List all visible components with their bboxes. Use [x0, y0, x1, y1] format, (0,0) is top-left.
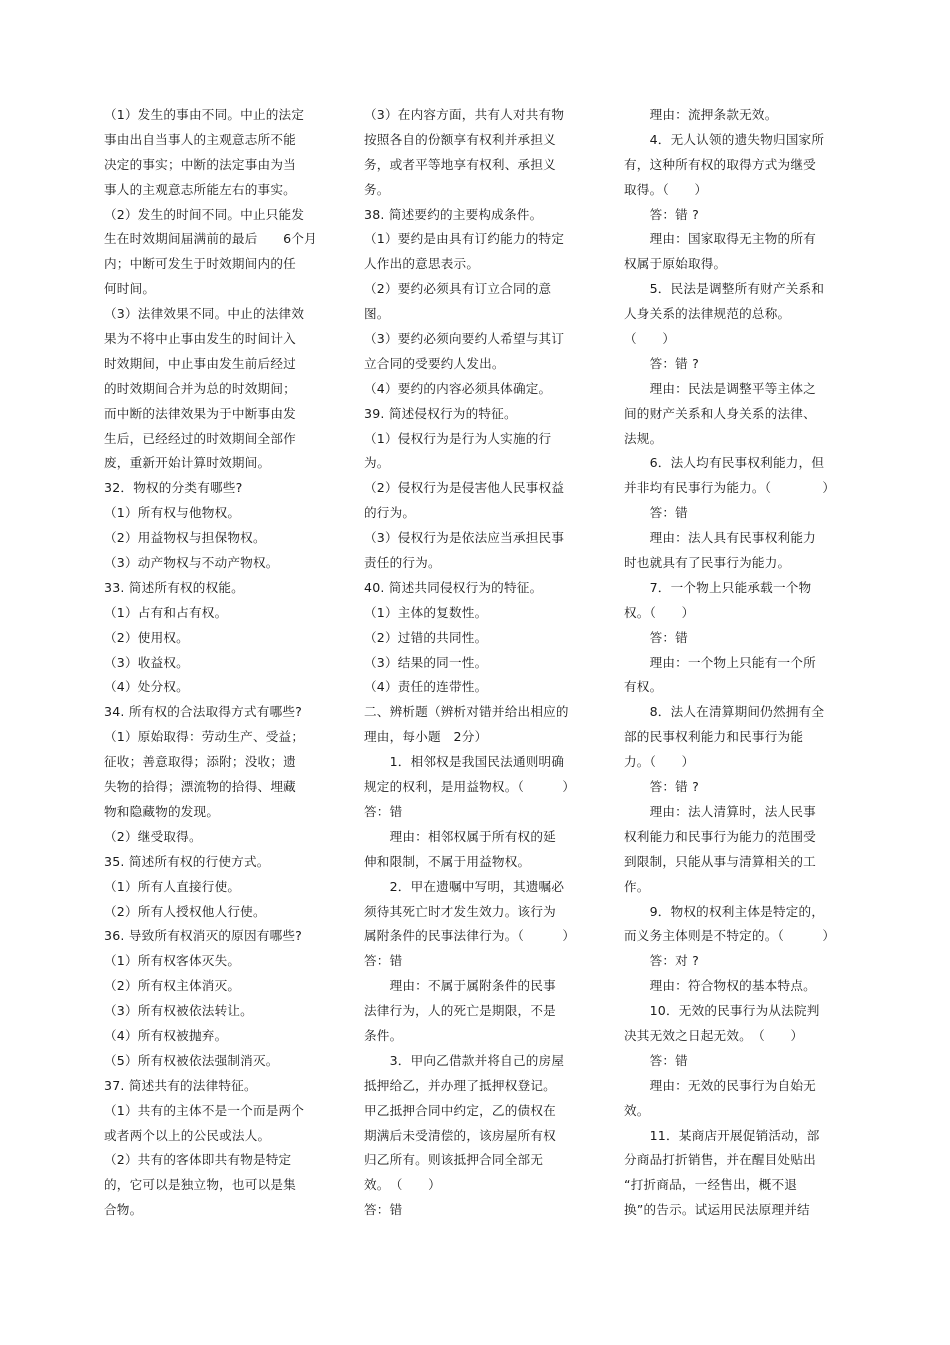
text-line: 分商品打折销售，并在醒目处贴出	[624, 1152, 816, 1168]
text-line: （4）处分权。	[104, 679, 189, 695]
text-line: 法规。	[624, 430, 663, 446]
text-line: （1）共有的主体不是一个而是两个	[104, 1102, 305, 1118]
text-line: 答：错 ?	[624, 779, 700, 795]
text-line: （2）共有的客体即共有物是特定	[104, 1152, 292, 1168]
text-line: 10．无效的民事行为从法院判	[624, 1003, 820, 1019]
text-line: 而中断的法律效果为于中断事由发	[104, 405, 296, 421]
text-line: 效。	[624, 1102, 650, 1118]
text-line: （2）要约必须具有订立合同的意	[364, 281, 552, 297]
text-line: （2）所有权主体消灭。	[104, 978, 241, 994]
text-line: （1）发生的事由不同。中止的法定	[104, 107, 305, 122]
text-line: 的时效期间合并为总的时效期间；	[104, 380, 296, 396]
text-line: 作。	[624, 878, 650, 894]
text-line: 理由：一个物上只能有一个所	[624, 654, 816, 670]
text-line: 有权。	[624, 679, 663, 695]
text-line: （2）使用权。	[104, 629, 189, 645]
text-line: 生在时效期间届满前的最后 6个月	[104, 231, 317, 247]
text-line: 答：错 ?	[624, 206, 700, 222]
text-line: 按照各自的份额享有权利并承担义	[364, 131, 556, 147]
text-line: 法律行为，人的死亡是期限，不是	[364, 1003, 556, 1019]
text-line: 归乙所有。则该抵押合同全部无	[364, 1152, 544, 1168]
text-line: 答：错	[624, 505, 688, 521]
text-line: （3）结果的同一性。	[364, 654, 488, 670]
text-line: （2）继受取得。	[104, 828, 202, 844]
text-line: 40. 简述共同侵权行为的特征。	[364, 579, 543, 595]
text-line: 抵押给乙，并办理了抵押权登记。	[364, 1077, 556, 1093]
text-line: 答：错	[364, 953, 403, 969]
text-column-right	[624, 103, 856, 1223]
text-line: 废，重新开始计算时效期间。	[104, 455, 271, 471]
text-line: 内；中断可发生于时效期间内的任	[104, 256, 296, 272]
text-line: 合物。	[104, 1202, 143, 1218]
text-line: （1）侵权行为是行为人实施的行	[364, 430, 552, 446]
text-line: 务，或者平等地享有权利、承担义	[364, 156, 556, 172]
text-line: 7．一个物上只能承载一个物	[624, 579, 812, 595]
text-line: 失物的拾得；漂流物的拾得、埋藏	[104, 779, 296, 795]
text-line: （1）所有权与他物权。	[104, 505, 241, 521]
text-line: （2）侵权行为是侵害他人民事权益	[364, 480, 565, 496]
text-line: 理由：国家取得无主物的所有	[624, 231, 816, 247]
text-line: 时也就具有了民事行为能力。	[624, 555, 791, 571]
text-column-middle	[364, 103, 604, 1223]
text-line: （ ）	[624, 331, 676, 347]
text-line: 人作出的意思表示。	[364, 256, 480, 272]
text-line: 理由：无效的民事行为自始无	[624, 1077, 816, 1093]
text-line: 须待其死亡时才发生效力。该行为	[364, 903, 556, 919]
text-line: 力。（ ）	[624, 754, 695, 770]
text-line: 的，它可以是独立物，也可以是集	[104, 1177, 296, 1193]
text-line: 32．物权的分类有哪些?	[104, 480, 243, 496]
text-line: 39. 简述侵权行为的特征。	[364, 405, 517, 421]
text-line: 理由，每小题 2分）	[364, 729, 488, 745]
text-line: 2．甲在遗嘱中写明，其遗嘱必	[364, 878, 565, 894]
text-line: （1）占有和占有权。	[104, 604, 228, 620]
text-line: 部的民事权利能力和民事行为能	[624, 729, 804, 745]
text-line: （2）过错的共同性。	[364, 629, 488, 645]
text-line: 权属于原始取得。	[624, 256, 727, 272]
text-line: 人身关系的法律规范的总称。	[624, 306, 791, 322]
text-line: 答：错 ?	[624, 355, 700, 371]
text-line: 5．民法是调整所有财产关系和	[624, 281, 825, 297]
text-line: （1）主体的复数性。	[364, 604, 488, 620]
text-line: 权。（ ）	[624, 604, 695, 620]
text-line: 38. 简述要约的主要构成条件。	[364, 206, 543, 222]
text-line: 理由：流押条款无效。	[624, 107, 778, 122]
text-line: 事由出自当事人的主观意志所不能	[104, 131, 296, 147]
text-line: 间的财产关系和人身关系的法律、	[624, 405, 816, 421]
text-line: 理由：符合物权的基本特点。	[624, 978, 816, 994]
text-line: （3）要约必须向要约人希望与其订	[364, 331, 565, 347]
text-line: （2）用益物权与担保物权。	[104, 530, 266, 546]
text-line: 事人的主观意志所能左右的事实。	[104, 181, 296, 197]
text-line: （1）原始取得：劳动生产、受益；	[104, 729, 305, 745]
text-line: 8．法人在清算期间仍然拥有全	[624, 704, 825, 720]
text-line: 规定的权利，是用益物权。（ ）	[364, 779, 576, 795]
text-line: 33. 简述所有权的权能。	[104, 579, 244, 595]
text-line: 有，这种所有权的取得方式为继受	[624, 156, 816, 172]
text-line: 伸和限制，不属于用益物权。	[364, 853, 531, 869]
text-line: 果为不将中止事由发生的时间计入	[104, 331, 296, 347]
text-line: 的行为。	[364, 505, 416, 521]
text-line: 答：错	[624, 1052, 688, 1068]
text-line: 生后，已经经过的时效期间全部作	[104, 430, 296, 446]
text-line: （2）发生的时间不同。中止只能发	[104, 206, 305, 222]
text-line: 权利能力和民事行为能力的范围受	[624, 828, 816, 844]
text-line: 决其无效之日起无效。 （ ）	[624, 1027, 804, 1043]
text-line: 6．法人均有民事权利能力，但	[624, 455, 825, 471]
text-line: 甲乙抵押合同中约定，乙的债权在	[364, 1102, 556, 1118]
text-line: 何时间。	[104, 281, 156, 297]
text-line: 责任的行为。	[364, 555, 441, 571]
text-line: （4）所有权被抛弃。	[104, 1027, 228, 1043]
text-line: 图。	[364, 306, 390, 322]
text-line: 立合同的受要约人发出。	[364, 355, 505, 371]
text-line: （2）所有人授权他人行使。	[104, 903, 266, 919]
text-line: （5）所有权被依法强制消灭。	[104, 1052, 279, 1068]
text-line: “打折商品，一经售出，概不退	[624, 1177, 798, 1193]
text-line: 答：对 ?	[624, 953, 700, 969]
text-line: 3．甲向乙借款并将自己的房屋	[364, 1052, 565, 1068]
text-line: 11．某商店开展促销活动，部	[624, 1127, 820, 1143]
text-line: 属附条件的民事法律行为。（ ）	[364, 928, 576, 944]
text-line: （1）要约是由具有订约能力的特定	[364, 231, 565, 247]
text-line: 取得。（ ）	[624, 181, 708, 197]
text-line: 条件。	[364, 1027, 403, 1043]
text-line: 理由：民法是调整平等主体之	[624, 380, 816, 396]
text-line: 物和隐藏物的发现。	[104, 803, 220, 819]
text-line: （3）动产物权与不动产物权。	[104, 555, 279, 571]
text-line: 务。	[364, 181, 390, 197]
text-line: （3）在内容方面，共有人对共有物	[364, 107, 565, 122]
text-line: 到限制，只能从事与清算相关的工	[624, 853, 816, 869]
text-line: 二、辨析题（辨析对错并给出相应的	[364, 704, 569, 720]
text-line: 为。	[364, 455, 390, 471]
text-line: 时效期间，中止事由发生前后经过	[104, 355, 296, 371]
text-line: 答：错	[364, 803, 403, 819]
text-line: 37. 简述共有的法律特征。	[104, 1077, 257, 1093]
text-line: 理由：相邻权属于所有权的延	[364, 828, 556, 844]
text-line: 效。 （ ）	[364, 1177, 441, 1193]
text-line: 决定的事实；中断的法定事由为当	[104, 156, 296, 172]
text-line: 并非均有民事行为能力。（ ）	[624, 480, 836, 496]
text-line: 或者两个以上的公民或法人。	[104, 1127, 271, 1143]
text-line: 4．无人认领的遗失物归国家所	[624, 131, 825, 147]
text-line: （3）法律效果不同。中止的法律效	[104, 306, 305, 322]
text-line: 换”的告示。试运用民法原理并结	[624, 1202, 810, 1218]
text-line: 而义务主体则是不特定的。（ ）	[624, 928, 836, 944]
text-line: 34. 所有权的合法取得方式有哪些?	[104, 704, 303, 720]
text-line: （4）责任的连带性。	[364, 679, 488, 695]
text-line: （1）所有人直接行使。	[104, 878, 241, 894]
text-line: 答：错	[364, 1202, 403, 1218]
text-line: （3）侵权行为是依法应当承担民事	[364, 530, 565, 546]
text-line: 理由：不属于属附条件的民事	[364, 978, 556, 994]
text-line: （4）要约的内容必须具体确定。	[364, 380, 552, 396]
text-line: 1．相邻权是我国民法通则明确	[364, 754, 565, 770]
text-column-left	[104, 103, 326, 1223]
text-line: 理由：法人具有民事权利能力	[624, 530, 816, 546]
text-line: 9．物权的权利主体是特定的，	[624, 903, 825, 919]
text-line: 36. 导致所有权消灭的原因有哪些?	[104, 928, 303, 944]
text-line: 35. 简述所有权的行使方式。	[104, 853, 270, 869]
text-line: （1）所有权客体灭失。	[104, 953, 241, 969]
text-line: （3）收益权。	[104, 654, 189, 670]
text-line: 答：错	[624, 629, 688, 645]
text-line: 期满后未受清偿的，该房屋所有权	[364, 1127, 556, 1143]
text-line: 征收；善意取得；添附；没收；遗	[104, 754, 296, 770]
text-line: 理由：法人清算时，法人民事	[624, 803, 816, 819]
text-line: （3）所有权被依法转让。	[104, 1003, 253, 1019]
